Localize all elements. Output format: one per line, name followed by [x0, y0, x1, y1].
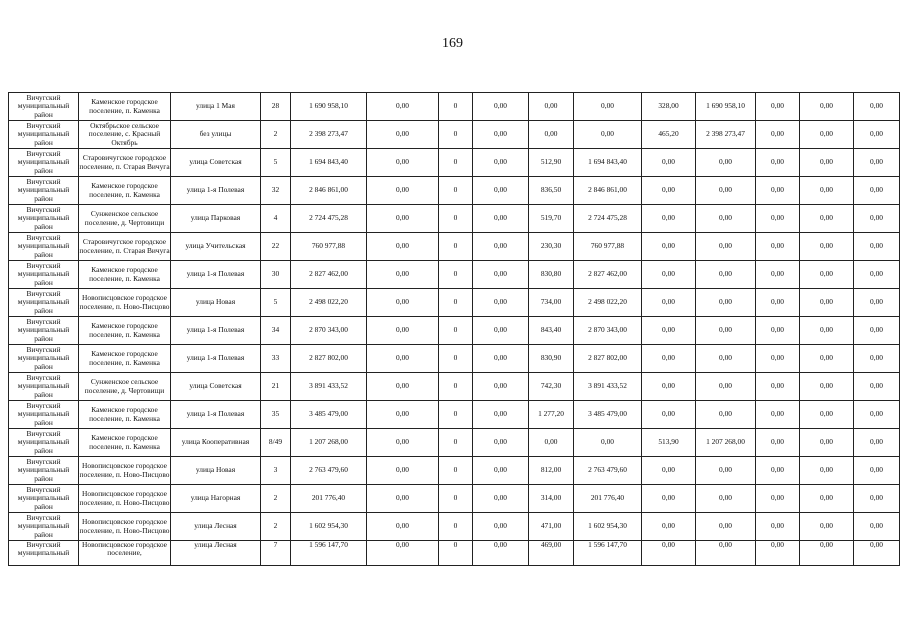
col-10-cell: 0,00 [800, 373, 854, 401]
settlement-cell: Старовичугское городское поселение, п. Старая Вичуга [79, 233, 171, 261]
table-row [9, 261, 900, 289]
col-2-cell: 0,00 [367, 289, 439, 317]
col-7-cell: 0,00 [642, 457, 696, 485]
col-8-cell: 0,00 [696, 317, 756, 345]
col-4-cell: 0,00 [473, 205, 529, 233]
col-8-cell: 0,00 [696, 345, 756, 373]
col-3-cell: 0 [439, 233, 473, 261]
col-3-cell: 0 [439, 401, 473, 429]
col-11-cell: 0,00 [854, 429, 900, 457]
area-cell: 314,00 [529, 485, 574, 513]
col-7-cell: 0,00 [642, 205, 696, 233]
col-8-cell: 1 207 268,00 [696, 429, 756, 457]
house-cell: 34 [261, 317, 291, 345]
col-9-cell: 0,00 [756, 345, 800, 373]
district-cell: Вичугский муниципальный район [9, 373, 79, 401]
col-7-cell: 0,00 [642, 261, 696, 289]
settlement-cell: Новописцовское городское поселение, [79, 541, 171, 566]
district-cell: Вичугский муниципальный район [9, 345, 79, 373]
col-9-cell: 0,00 [756, 457, 800, 485]
district-cell: Вичугский муниципальный район [9, 513, 79, 541]
house-cell: 2 [261, 121, 291, 149]
col-10-cell: 0,00 [800, 121, 854, 149]
col-10-cell: 0,00 [800, 177, 854, 205]
col-9-cell: 0,00 [756, 373, 800, 401]
house-cell: 35 [261, 401, 291, 429]
col-3-cell: 0 [439, 261, 473, 289]
col-6-cell: 2 846 861,00 [574, 177, 642, 205]
table-body [9, 93, 900, 566]
col-2-cell: 0,00 [367, 121, 439, 149]
col-2-cell: 0,00 [367, 345, 439, 373]
col-10-cell: 0,00 [800, 233, 854, 261]
col-6-cell: 1 596 147,70 [574, 541, 642, 566]
col-8-cell: 0,00 [696, 401, 756, 429]
cost-cell: 1 694 843,40 [291, 149, 367, 177]
col-11-cell: 0,00 [854, 317, 900, 345]
table-row [9, 373, 900, 401]
cost-cell: 1 602 954,30 [291, 513, 367, 541]
col-10-cell: 0,00 [800, 205, 854, 233]
table-row [9, 345, 900, 373]
col-2-cell: 0,00 [367, 205, 439, 233]
col-11-cell: 0,00 [854, 373, 900, 401]
col-3-cell: 0 [439, 205, 473, 233]
col-2-cell: 0,00 [367, 93, 439, 121]
col-3-cell: 0 [439, 485, 473, 513]
area-cell: 519,70 [529, 205, 574, 233]
street-cell: улица 1-я Полевая [171, 261, 261, 289]
col-8-cell: 0,00 [696, 233, 756, 261]
col-7-cell: 0,00 [642, 233, 696, 261]
area-cell: 469,00 [529, 541, 574, 566]
col-9-cell: 0,00 [756, 317, 800, 345]
district-cell: Вичугский муниципальный [9, 541, 79, 566]
area-cell: 230,30 [529, 233, 574, 261]
col-4-cell: 0,00 [473, 177, 529, 205]
col-9-cell: 0,00 [756, 261, 800, 289]
table-row [9, 149, 900, 177]
cost-cell: 3 891 433,52 [291, 373, 367, 401]
col-4-cell: 0,00 [473, 457, 529, 485]
table-row [9, 317, 900, 345]
cost-cell: 2 827 802,00 [291, 345, 367, 373]
street-cell: улица Нагорная [171, 485, 261, 513]
col-9-cell: 0,00 [756, 401, 800, 429]
col-11-cell: 0,00 [854, 205, 900, 233]
col-11-cell: 0,00 [854, 485, 900, 513]
col-9-cell: 0,00 [756, 149, 800, 177]
cost-cell: 2 724 475,28 [291, 205, 367, 233]
table-row [9, 121, 900, 149]
col-7-cell: 465,20 [642, 121, 696, 149]
street-cell: улица 1-я Полевая [171, 317, 261, 345]
col-4-cell: 0,00 [473, 373, 529, 401]
settlement-cell: Сунженское сельское поселение, д. Чертовищи [79, 373, 171, 401]
col-3-cell: 0 [439, 373, 473, 401]
col-2-cell: 0,00 [367, 485, 439, 513]
cost-cell: 2 763 479,60 [291, 457, 367, 485]
col-11-cell: 0,00 [854, 93, 900, 121]
col-6-cell: 760 977,88 [574, 233, 642, 261]
col-9-cell: 0,00 [756, 429, 800, 457]
col-2-cell: 0,00 [367, 233, 439, 261]
col-11-cell: 0,00 [854, 233, 900, 261]
table-row [9, 541, 900, 566]
settlement-cell: Новописцовское городское поселение, п. Ново-Писцово [79, 513, 171, 541]
col-8-cell: 0,00 [696, 485, 756, 513]
col-11-cell: 0,00 [854, 457, 900, 485]
col-11-cell: 0,00 [854, 149, 900, 177]
col-3-cell: 0 [439, 317, 473, 345]
col-7-cell: 0,00 [642, 513, 696, 541]
table-row [9, 429, 900, 457]
cost-cell: 2 498 022,20 [291, 289, 367, 317]
col-3-cell: 0 [439, 93, 473, 121]
col-8-cell: 0,00 [696, 289, 756, 317]
district-cell: Вичугский муниципальный район [9, 289, 79, 317]
col-4-cell: 0,00 [473, 261, 529, 289]
area-cell: 0,00 [529, 121, 574, 149]
settlement-cell: Каменское городское поселение, п. Каменка [79, 93, 171, 121]
col-7-cell: 0,00 [642, 373, 696, 401]
table-row [9, 457, 900, 485]
col-7-cell: 0,00 [642, 541, 696, 566]
col-2-cell: 0,00 [367, 401, 439, 429]
col-3-cell: 0 [439, 289, 473, 317]
street-cell: улица 1-я Полевая [171, 177, 261, 205]
col-2-cell: 0,00 [367, 261, 439, 289]
house-cell: 22 [261, 233, 291, 261]
settlement-cell: Октябрьское сельское поселение, с. Красный Октябрь [79, 121, 171, 149]
col-7-cell: 0,00 [642, 485, 696, 513]
col-7-cell: 0,00 [642, 289, 696, 317]
col-6-cell: 1 694 843,40 [574, 149, 642, 177]
district-cell: Вичугский муниципальный район [9, 121, 79, 149]
page-number: 169 [442, 36, 463, 51]
settlement-cell: Старовичугское городское поселение, п. Старая Вичуга [79, 149, 171, 177]
col-8-cell: 0,00 [696, 373, 756, 401]
cost-cell: 201 776,40 [291, 485, 367, 513]
col-6-cell: 2 827 462,00 [574, 261, 642, 289]
cost-cell: 2 870 343,00 [291, 317, 367, 345]
col-4-cell: 0,00 [473, 429, 529, 457]
col-3-cell: 0 [439, 121, 473, 149]
district-cell: Вичугский муниципальный район [9, 429, 79, 457]
col-10-cell: 0,00 [800, 261, 854, 289]
col-10-cell: 0,00 [800, 317, 854, 345]
area-cell: 734,00 [529, 289, 574, 317]
col-7-cell: 513,90 [642, 429, 696, 457]
col-3-cell: 0 [439, 149, 473, 177]
col-6-cell: 201 776,40 [574, 485, 642, 513]
area-cell: 471,00 [529, 513, 574, 541]
col-7-cell: 0,00 [642, 317, 696, 345]
col-11-cell: 0,00 [854, 541, 900, 566]
table-row [9, 233, 900, 261]
col-3-cell: 0 [439, 457, 473, 485]
col-9-cell: 0,00 [756, 485, 800, 513]
col-9-cell: 0,00 [756, 205, 800, 233]
house-cell: 4 [261, 205, 291, 233]
col-2-cell: 0,00 [367, 177, 439, 205]
street-cell: улица Новая [171, 457, 261, 485]
col-4-cell: 0,00 [473, 485, 529, 513]
col-10-cell: 0,00 [800, 93, 854, 121]
house-cell: 5 [261, 149, 291, 177]
area-cell: 742,30 [529, 373, 574, 401]
col-11-cell: 0,00 [854, 513, 900, 541]
col-6-cell: 2 870 343,00 [574, 317, 642, 345]
col-8-cell: 0,00 [696, 205, 756, 233]
col-6-cell: 2 763 479,60 [574, 457, 642, 485]
area-cell: 830,80 [529, 261, 574, 289]
col-11-cell: 0,00 [854, 345, 900, 373]
col-2-cell: 0,00 [367, 429, 439, 457]
district-cell: Вичугский муниципальный район [9, 177, 79, 205]
settlement-cell: Каменское городское поселение, п. Каменка [79, 429, 171, 457]
col-10-cell: 0,00 [800, 513, 854, 541]
col-4-cell: 0,00 [473, 121, 529, 149]
street-cell: улица Кооперативная [171, 429, 261, 457]
col-6-cell: 0,00 [574, 121, 642, 149]
table-row [9, 177, 900, 205]
table-row [9, 93, 900, 121]
col-8-cell: 0,00 [696, 457, 756, 485]
district-cell: Вичугский муниципальный район [9, 233, 79, 261]
cost-cell: 2 827 462,00 [291, 261, 367, 289]
table-row [9, 513, 900, 541]
col-10-cell: 0,00 [800, 541, 854, 566]
house-cell: 33 [261, 345, 291, 373]
col-8-cell: 0,00 [696, 541, 756, 566]
col-3-cell: 0 [439, 513, 473, 541]
col-9-cell: 0,00 [756, 93, 800, 121]
district-cell: Вичугский муниципальный район [9, 317, 79, 345]
col-7-cell: 0,00 [642, 401, 696, 429]
cost-cell: 2 398 273,47 [291, 121, 367, 149]
street-cell: улица Советская [171, 373, 261, 401]
col-6-cell: 1 602 954,30 [574, 513, 642, 541]
col-6-cell: 2 724 475,28 [574, 205, 642, 233]
settlement-cell: Каменское городское поселение, п. Каменка [79, 317, 171, 345]
district-cell: Вичугский муниципальный район [9, 205, 79, 233]
street-cell: улица Советская [171, 149, 261, 177]
col-10-cell: 0,00 [800, 401, 854, 429]
col-2-cell: 0,00 [367, 373, 439, 401]
area-cell: 0,00 [529, 93, 574, 121]
col-11-cell: 0,00 [854, 121, 900, 149]
settlement-cell: Каменское городское поселение, п. Каменка [79, 177, 171, 205]
cost-cell: 3 485 479,00 [291, 401, 367, 429]
col-8-cell: 0,00 [696, 261, 756, 289]
col-10-cell: 0,00 [800, 345, 854, 373]
table-row [9, 205, 900, 233]
col-8-cell: 0,00 [696, 513, 756, 541]
col-11-cell: 0,00 [854, 401, 900, 429]
col-6-cell: 2 498 022,20 [574, 289, 642, 317]
street-cell: улица 1-я Полевая [171, 401, 261, 429]
col-10-cell: 0,00 [800, 149, 854, 177]
col-2-cell: 0,00 [367, 457, 439, 485]
col-3-cell: 0 [439, 345, 473, 373]
col-3-cell: 0 [439, 429, 473, 457]
col-3-cell: 0 [439, 541, 473, 566]
cost-cell: 2 846 861,00 [291, 177, 367, 205]
house-cell: 5 [261, 289, 291, 317]
col-7-cell: 0,00 [642, 149, 696, 177]
col-4-cell: 0,00 [473, 513, 529, 541]
col-8-cell: 2 398 273,47 [696, 121, 756, 149]
area-cell: 843,40 [529, 317, 574, 345]
settlement-cell: Новописцовское городское поселение, п. Ново-Писцово [79, 289, 171, 317]
district-cell: Вичугский муниципальный район [9, 149, 79, 177]
col-2-cell: 0,00 [367, 513, 439, 541]
col-4-cell: 0,00 [473, 93, 529, 121]
table-row [9, 401, 900, 429]
area-cell: 512,90 [529, 149, 574, 177]
area-cell: 812,00 [529, 457, 574, 485]
col-9-cell: 0,00 [756, 541, 800, 566]
street-cell: улица Новая [171, 289, 261, 317]
col-8-cell: 0,00 [696, 177, 756, 205]
col-2-cell: 0,00 [367, 149, 439, 177]
col-2-cell: 0,00 [367, 541, 439, 566]
col-9-cell: 0,00 [756, 233, 800, 261]
street-cell: улица Лесная [171, 541, 261, 566]
col-4-cell: 0,00 [473, 233, 529, 261]
table-row [9, 485, 900, 513]
col-4-cell: 0,00 [473, 149, 529, 177]
col-8-cell: 0,00 [696, 149, 756, 177]
house-cell: 3 [261, 457, 291, 485]
street-cell: улица Парковая [171, 205, 261, 233]
settlement-cell: Каменское городское поселение, п. Каменка [79, 261, 171, 289]
col-6-cell: 0,00 [574, 93, 642, 121]
district-cell: Вичугский муниципальный район [9, 457, 79, 485]
street-cell: улица Лесная [171, 513, 261, 541]
house-cell: 7 [261, 541, 291, 566]
district-cell: Вичугский муниципальный район [9, 261, 79, 289]
col-4-cell: 0,00 [473, 317, 529, 345]
house-cell: 2 [261, 513, 291, 541]
house-cell: 2 [261, 485, 291, 513]
col-9-cell: 0,00 [756, 513, 800, 541]
settlement-cell: Каменское городское поселение, п. Каменка [79, 345, 171, 373]
district-cell: Вичугский муниципальный район [9, 93, 79, 121]
col-2-cell: 0,00 [367, 317, 439, 345]
col-8-cell: 1 690 958,10 [696, 93, 756, 121]
col-10-cell: 0,00 [800, 429, 854, 457]
street-cell: без улицы [171, 121, 261, 149]
col-11-cell: 0,00 [854, 261, 900, 289]
col-7-cell: 0,00 [642, 345, 696, 373]
col-6-cell: 3 485 479,00 [574, 401, 642, 429]
district-cell: Вичугский муниципальный район [9, 401, 79, 429]
col-11-cell: 0,00 [854, 289, 900, 317]
cost-cell: 760 977,88 [291, 233, 367, 261]
col-4-cell: 0,00 [473, 289, 529, 317]
area-cell: 836,50 [529, 177, 574, 205]
street-cell: улица Учительская [171, 233, 261, 261]
col-11-cell: 0,00 [854, 177, 900, 205]
col-4-cell: 0,00 [473, 401, 529, 429]
col-7-cell: 0,00 [642, 177, 696, 205]
col-10-cell: 0,00 [800, 485, 854, 513]
col-4-cell: 0,00 [473, 541, 529, 566]
house-cell: 32 [261, 177, 291, 205]
col-9-cell: 0,00 [756, 177, 800, 205]
table-row [9, 289, 900, 317]
street-cell: улица 1-я Полевая [171, 345, 261, 373]
cost-cell: 1 690 958,10 [291, 93, 367, 121]
housing-register-table [8, 92, 900, 566]
area-cell: 1 277,20 [529, 401, 574, 429]
district-cell: Вичугский муниципальный район [9, 485, 79, 513]
col-9-cell: 0,00 [756, 289, 800, 317]
house-cell: 21 [261, 373, 291, 401]
cost-cell: 1 207 268,00 [291, 429, 367, 457]
col-6-cell: 2 827 802,00 [574, 345, 642, 373]
street-cell: улица 1 Мая [171, 93, 261, 121]
settlement-cell: Новописцовское городское поселение, п. Ново-Писцово [79, 485, 171, 513]
col-3-cell: 0 [439, 177, 473, 205]
cost-cell: 1 596 147,70 [291, 541, 367, 566]
settlement-cell: Новописцовское городское поселение, п. Ново-Писцово [79, 457, 171, 485]
settlement-cell: Сунженское сельское поселение, д. Чертовищи [79, 205, 171, 233]
house-cell: 8/49 [261, 429, 291, 457]
house-cell: 28 [261, 93, 291, 121]
settlement-cell: Каменское городское поселение, п. Каменка [79, 401, 171, 429]
col-4-cell: 0,00 [473, 345, 529, 373]
col-10-cell: 0,00 [800, 457, 854, 485]
col-10-cell: 0,00 [800, 289, 854, 317]
col-6-cell: 3 891 433,52 [574, 373, 642, 401]
area-cell: 830,90 [529, 345, 574, 373]
col-6-cell: 0,00 [574, 429, 642, 457]
area-cell: 0,00 [529, 429, 574, 457]
col-7-cell: 328,00 [642, 93, 696, 121]
house-cell: 30 [261, 261, 291, 289]
col-9-cell: 0,00 [756, 121, 800, 149]
